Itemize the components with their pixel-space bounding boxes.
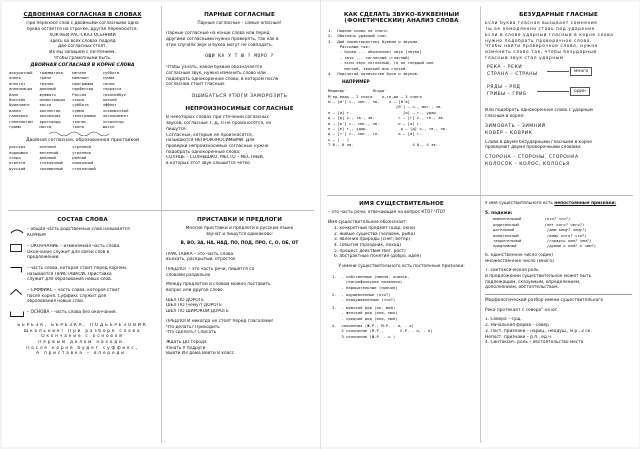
word-table: [9, 144, 156, 171]
word-row: аппетит группа программа тонна: [9, 80, 115, 86]
number-list: [485, 253, 632, 264]
paired-consonants-section: [166, 12, 313, 208]
text-line: СОЛНЦЕ – СОЛНЫШКО, МЕСТО – МЕСТНЫЙ,: [166, 155, 265, 161]
text-line: служит для образования новых слов.: [27, 277, 113, 283]
body-text: [166, 282, 313, 293]
text-line: В некоторых словах при стечении согласных: [166, 115, 269, 121]
body-text: [166, 115, 313, 166]
word-structure-section: [9, 217, 156, 443]
steps-list: [328, 28, 475, 77]
body-text: [485, 140, 632, 151]
list-item: - нарицательные (прочие): [332, 284, 398, 290]
case-row: родительный (нет кого? чего?): [493, 221, 585, 227]
example-label: НАПРИМЕР: [342, 80, 370, 86]
text-line: другими согласными нужно проверять, так как в: [166, 36, 279, 42]
example-line: ШЁЛ ПО (чему?) ДОРОГЕ: [166, 303, 222, 309]
text-line: Узнать У подруги: [166, 345, 206, 351]
table-row: ь – [ - ]: [328, 136, 350, 142]
morph-line: 1. Севера – сущ.: [485, 317, 522, 323]
text-line: Ждать ДО города: [166, 339, 207, 345]
case-row: творительный (горжусь кем? чем?): [493, 238, 592, 244]
example-pair: КОВЁР – КОВРИК: [485, 130, 533, 136]
text-line: Ты её немедленно ставь под ударение: [485, 27, 595, 33]
wave-decoration: [9, 130, 156, 136]
intro-text: Парные согласные – самые опасные!: [197, 21, 282, 27]
list-item: 6. абстрактные понятия (добро, идея): [334, 254, 422, 260]
word-row: аппликация длинный профессор террасса: [9, 86, 122, 92]
intro-text: [9, 21, 156, 61]
step-line: Расскажи так:: [328, 44, 371, 50]
text-line: Чтобы найти проверочное слово, нужно: [485, 44, 598, 50]
word-table: [9, 70, 156, 129]
list-item: 2. - одушевленные (кто?): [332, 291, 391, 297]
table-row: м – [м'] с., мяг., зв. я – [й'а]: [328, 98, 410, 104]
text-line: буква остаётся на строчке, другая переносится.: [27, 27, 138, 33]
body-text: [166, 319, 313, 336]
text-line: называются НЕПРОИЗНОСИМЫМИ. Для: [166, 138, 255, 144]
word-row: бриллиант касса суббота эффект: [9, 102, 117, 108]
arrow: [547, 71, 569, 72]
morph-line: 3. Пост. признаки – нариц., неодуш., м.р., 2 ск.: [485, 328, 592, 334]
text-line: – часть слова, которая стоит перед корнем,: [27, 265, 128, 271]
text-line: в которых этот звук слышится чётко: [166, 161, 250, 167]
section-title: БЕЗУДАРНЫЕ ГЛАСНЫЕ: [519, 12, 598, 18]
text-line: Что сделать? Списать: [166, 330, 217, 336]
unstressed-vowels-section: [485, 12, 632, 194]
word-row: ванна коллектив сумма эскимосский: [9, 107, 129, 113]
example-pair: РЯДЫ – РЯД: [487, 85, 521, 91]
text-line: подобрать однокоренное слово, в котором после: [166, 76, 279, 82]
poem-line: Школьник! При разборе слова: [23, 328, 142, 334]
word-row: грамм масса тонна шоссе: [9, 124, 115, 130]
list-title: У имени существительного есть постоянные признаки:: [338, 264, 465, 270]
body-text: [485, 21, 632, 61]
text-line: называется ПРИСТАВКОЙ. Приставка: [27, 271, 112, 277]
text-line: этих случаях звук и буква могут не совпадать.: [166, 42, 274, 48]
list-item: 1. конкретный предмет (шар, окно): [334, 225, 416, 231]
morph-line: 4. Синтаксич. роль – обстоятельство места: [485, 340, 584, 346]
root-definition: [9, 227, 156, 238]
text-line: Чтобы грамотными быть.: [53, 55, 112, 61]
section-title: НЕПРОИЗНОСИМЫЕ СОГЛАСНЫЕ: [185, 106, 294, 113]
poem-line: После корня будет суффикс,: [26, 345, 139, 351]
subheading: Двойная согласная, образованная приставкой: [25, 137, 140, 143]
singular-box: один: [570, 87, 590, 96]
text-line: подобрать однокоренные слова:: [166, 149, 241, 155]
text-line: образования новых слов.: [27, 299, 85, 305]
text-line: Согласные, которые не произносятся,: [166, 132, 253, 138]
text-line: подлежащим, сказуемым, определением,: [485, 279, 581, 285]
text-line: Парные согласные на конце слова или перед: [166, 31, 270, 37]
title-line: КАК СДЕЛАТЬ ЗВУКО-БУКВЕННЫЙ: [343, 12, 460, 18]
text-line: Или подобрать однокоренное слово с ударным: [485, 108, 593, 114]
base-definition: – ОСНОВА – часть слова без окончания.: [9, 310, 156, 316]
role-text: [485, 268, 632, 291]
poem-line: А приставка – впереди.: [36, 351, 129, 357]
text-line: Их мы запишем с почтением,: [49, 49, 116, 55]
subheading: ДВОЙНАЯ СОГЛАСНАЯ В КОРНЕ СЛОВА: [30, 63, 135, 69]
poem-line: БЕРЕЗА, БЕРЕЗКА, ПОДБЕРЕЗОВИК: [17, 322, 148, 328]
examples: [166, 298, 313, 315]
cases-list: [485, 216, 632, 248]
sample-sentence: Река протекает с севера" на юг.: [485, 307, 559, 313]
case-row: винительный (вижу кого? что?): [493, 232, 587, 238]
text-line: ПРЕДЛОГ – это часть речи, пишется со: [166, 266, 255, 272]
poem-line: Первым делом находи.: [38, 339, 127, 345]
prefix-list: В, ВО, ЗА, НА, НАД, ПО, ПОД, ПРО, С, О, ОБ, ОТ: [180, 240, 299, 246]
prefixes-section: [166, 217, 313, 443]
example-pair: СТОРОНА – СТОРОНЫ, СТОРОНКА: [485, 155, 579, 161]
text-line: Две согласных стоят.: [58, 44, 107, 50]
word-row: аллея грипп миллион сумма: [9, 75, 115, 81]
list-item: 3. - мужской род (он, мой): [332, 304, 396, 310]
example-pair: РЕКА – РЕКИ: [487, 65, 523, 71]
morph-line: Непост. признаки – р.п., ед.ч.: [485, 334, 553, 340]
divider: [327, 195, 633, 196]
list-item: 3. явления природы (снег, ветер): [334, 237, 411, 243]
body-text: [485, 108, 632, 119]
word-row: русский соломенный стеклянный: [9, 165, 96, 171]
suffix-mark-icon: [10, 289, 22, 295]
list-item: 1. - собственные (имена, клички,: [332, 273, 410, 279]
right-page: [321, 2, 639, 447]
doubled-consonants-section: [9, 12, 156, 208]
text-line: – общая часть родственных слов называется: [27, 227, 130, 233]
meaning-list: [328, 226, 475, 260]
word-row: рассказ осенний утренний: [9, 144, 91, 150]
text-line: 7. синтаксическая роль: [485, 268, 539, 274]
table-row: е – [е] г., удар. д – [д] с., тв., зв.: [328, 126, 448, 132]
title-line: (ФОНЕТИЧЕСКИЙ) АНАЛИЗ СЛОВА: [344, 18, 459, 25]
body-text: [166, 252, 313, 263]
text-line: – ОКОНЧАНИЕ – изменяемая часть слова.: [27, 243, 121, 249]
divider: [8, 210, 314, 211]
word-row: аккуратный грамматика металл суббота: [9, 70, 120, 76]
step-line: 2. Обозначь ударный слог.: [328, 33, 389, 39]
text-line: Выйти ИЗ дома Войти В класс: [166, 351, 235, 357]
left-page: [2, 2, 320, 447]
body-text: [166, 31, 313, 48]
table-row: в – [в'] с., мяг., зв. о – [а] г.: [328, 120, 422, 126]
word-row: ссора длинный ранний: [9, 155, 87, 161]
text-line: гласным в корне:: [485, 114, 525, 120]
word-row: галлерея коллекция телеграмма эксперимент: [9, 113, 129, 119]
table-row: д – [д] с., тв., зв. г – [г] с., тв., зв.: [328, 115, 446, 121]
morph-line: 2. Начальная форма – север: [485, 323, 549, 329]
text-line: ХОК-КЕЙ РАС-СКАЗ ОСЕННИЙ: [49, 32, 116, 38]
text-line: Что делать? Приходить: [166, 324, 220, 330]
word-row: гиппопотам кроссворд теннис эскалатор: [9, 118, 124, 124]
example-pair: СТРАНА – СТРАНЫ: [487, 72, 538, 78]
list-item: географические названия): [332, 279, 403, 285]
root-mark-icon: [10, 228, 24, 234]
intro-text: – это часть речи, отвечающая на вопрос КТО? ЧТО?: [328, 210, 446, 216]
list-item: - средний род (оно, моё): [332, 315, 398, 321]
example-pair: ЗИМОВАТЬ – ЗИМНИЙ: [485, 123, 546, 129]
text-line: Между предлогом и словом можно поставить: [166, 282, 271, 288]
case-row: дательный (дам кому? чему?): [493, 227, 587, 233]
morph-title: Морфологический разбор имени существительного: [485, 298, 604, 304]
cases-title: 5. падежи:: [485, 210, 513, 216]
analysis-table: [328, 88, 475, 147]
suffix-definition: [9, 288, 156, 305]
text-line: вопрос или другое слово: [166, 288, 223, 294]
constant-features-list: [328, 274, 475, 339]
morph-analysis: [485, 317, 632, 346]
step-line: 1. Подели слово на слоги.: [328, 27, 389, 33]
text-line: – СУФФИКС – часть слова, которая стоит: [27, 288, 120, 294]
plural-box: много: [570, 67, 592, 76]
step-line: - буква ... обозначает звук [звуки]: [328, 49, 422, 55]
text-line: пишутся.: [166, 126, 187, 132]
step-line: - звук ... согласный (гласный): [328, 54, 410, 60]
text-line: Здесь во всех словах подряд: [49, 38, 116, 44]
list-item: 5. процесс действия (бег, рост): [334, 248, 406, 254]
text-line: дополнением, обстоятельством.: [485, 285, 559, 291]
table-row: Медведь' Ягода': [328, 88, 387, 94]
list-item: 2. живые существа (человек, рыба): [334, 231, 415, 237]
text-line: ПРИСТАВКА – это часть слова: [166, 251, 234, 257]
list-item: 4. склонения (Ж.Р., М.Р. - а, - я): [332, 322, 414, 328]
section-title: ИМЯ СУЩЕСТВИТЕЛЬНОЕ: [359, 201, 444, 207]
word-row: балл жужжать Россия троллейбус: [9, 91, 127, 97]
step-line: мягкий, звонкий или глухой.: [328, 65, 408, 71]
prefix-mark-icon: [10, 267, 22, 273]
table-row: 7 б., 6 зв. 4 б., 4 зв.: [328, 142, 439, 148]
poem-line: Окончание с основой: [41, 334, 124, 340]
text-line: гласный звук стал ударным: [485, 55, 564, 61]
base-mark-icon: [10, 311, 24, 317]
section-title: ПРИСТАВКИ И ПРЕДЛОГИ: [196, 217, 283, 223]
example-words: ОШИБАТЬСЯ УТЮГИ ЗАМОРОЗИТЬ: [191, 94, 288, 100]
step-line: 4. Подсчитай количество букв и звуков.: [328, 71, 420, 77]
text-line: предложении.: [27, 255, 60, 261]
section-title: [328, 12, 475, 25]
body-text: [166, 267, 313, 278]
phonetic-analysis-section: [328, 12, 475, 194]
example-line: ШЁЛ ПО ШИРОКОЙ ДОРОГЕ: [166, 309, 229, 315]
text-line: Окончание служит для связи слов в: [27, 249, 110, 255]
text-line: множественное число (много): [485, 258, 554, 264]
step-line: 3. Дай характеристику буквам и звукам.: [328, 38, 420, 44]
text-line: Многие приставки и предлоги в русском языке: [185, 226, 294, 232]
noun-section: [328, 201, 475, 443]
prefix-definition: [9, 266, 156, 283]
number-examples: [485, 64, 632, 108]
text-line: Если буква гласная вызывает сомнение: [485, 21, 598, 27]
text-line: согласный звук, нужно изменить слово или: [166, 70, 266, 76]
example-words: ОШИ КА У Т Ю ? МОРО ?: [205, 54, 274, 60]
ending-mark-icon: [10, 244, 22, 252]
text-line: Слова в двумя безударными гласными в корне: [485, 139, 593, 145]
text-line: КОРНЕМ: [27, 233, 46, 239]
poem: [9, 323, 156, 357]
list-item: 4. события (праздник, поход): [334, 242, 402, 248]
text-line: Чтобы узнать, какой буквой обозначается: [166, 65, 263, 71]
case-row: предложный (думаю о ком? о чем?): [493, 243, 597, 249]
example-pair: КОЛОСОК – КОЛОС, КОЛОСЬЯ: [485, 162, 570, 168]
section-title: ПАРНЫЕ СОГЛАСНЫЕ: [204, 12, 275, 18]
text-line: звуков, согласные Т, Д, Л не произносятся, но: [166, 121, 272, 127]
text-line: изменить слово так, чтобы безударный: [485, 49, 597, 55]
body-text: [166, 340, 313, 357]
list-item: - неодушевленные (что?): [332, 297, 396, 303]
text-line: При переносе слов с двойными согласными одна: [26, 21, 139, 27]
text-line: 6. единственное число (один): [485, 252, 553, 258]
list-item: - женский род (она, моя): [332, 310, 398, 316]
table-row: [й'] – с., мяг., зв.: [328, 104, 443, 110]
section-title: СОСТАВ СЛОВА: [57, 217, 108, 223]
word-row: бассейн иллюстрация ссора хоккей: [9, 97, 117, 103]
body-text: [166, 65, 313, 88]
example-pair: ГРИБЫ – ГРИБ: [487, 92, 527, 98]
text-line: проверки непроизносимых согласных нужно: [166, 143, 269, 149]
text-line: Если в слове ударный гласный в корне слова: [485, 32, 614, 38]
text-line: въехать, раскрытый, отросток: [166, 257, 236, 263]
text-line: словами раздельно: [166, 272, 211, 278]
text-line: В предложении существительное может быть: [485, 273, 592, 279]
list-item: 3 склонение (Ж.Р. - ь ): [332, 333, 396, 339]
section-heading: У имя существительного есть непостоянные признаки:: [485, 201, 617, 206]
text-line: нужно подобрать проверочное слово.: [485, 38, 592, 44]
section-title: СДВОЕННАЯ СОГЛАСНАЯ В СЛОВАХ: [23, 12, 142, 18]
word-row: отвезти стеклянный оловянный: [9, 160, 94, 166]
table-row: д – [т'] с., мяг., гл. а – [а] г.: [328, 131, 422, 137]
text-line: ПРЕДЛОГИ никогда не стоят перед глаголами!: [166, 318, 274, 324]
text-line: проверяют двумя проверочными словами:: [485, 145, 582, 151]
text-line: звучат и пишутся одинаково:: [205, 232, 274, 238]
table-row: М'ед-ведь – 2 слога я-го-да – 3 слога: [328, 93, 422, 99]
list-title: Имя существительное обозначает:: [328, 220, 408, 226]
noun-variable-section: [485, 201, 632, 443]
example-line: ШЁЛ ПО ДОРОГЕ: [166, 297, 204, 303]
table-row: е – [и] г. [а] – г., удар.: [328, 109, 439, 115]
text-line: согласной стоит гласный.: [166, 82, 226, 88]
ending-definition: [9, 244, 156, 261]
case-row: именительный (кто? что?): [493, 216, 571, 222]
body-text: [166, 226, 313, 237]
word-row: подержка весенний утренник: [9, 149, 91, 155]
list-item: 2 склонение (М.Р., С.Р. - о, - е): [332, 328, 433, 334]
text-line: после корня. Суффикс служит для: [27, 293, 107, 299]
arrow: [537, 91, 569, 92]
step-line: - если звук согласный, то он твердый или: [328, 60, 434, 66]
